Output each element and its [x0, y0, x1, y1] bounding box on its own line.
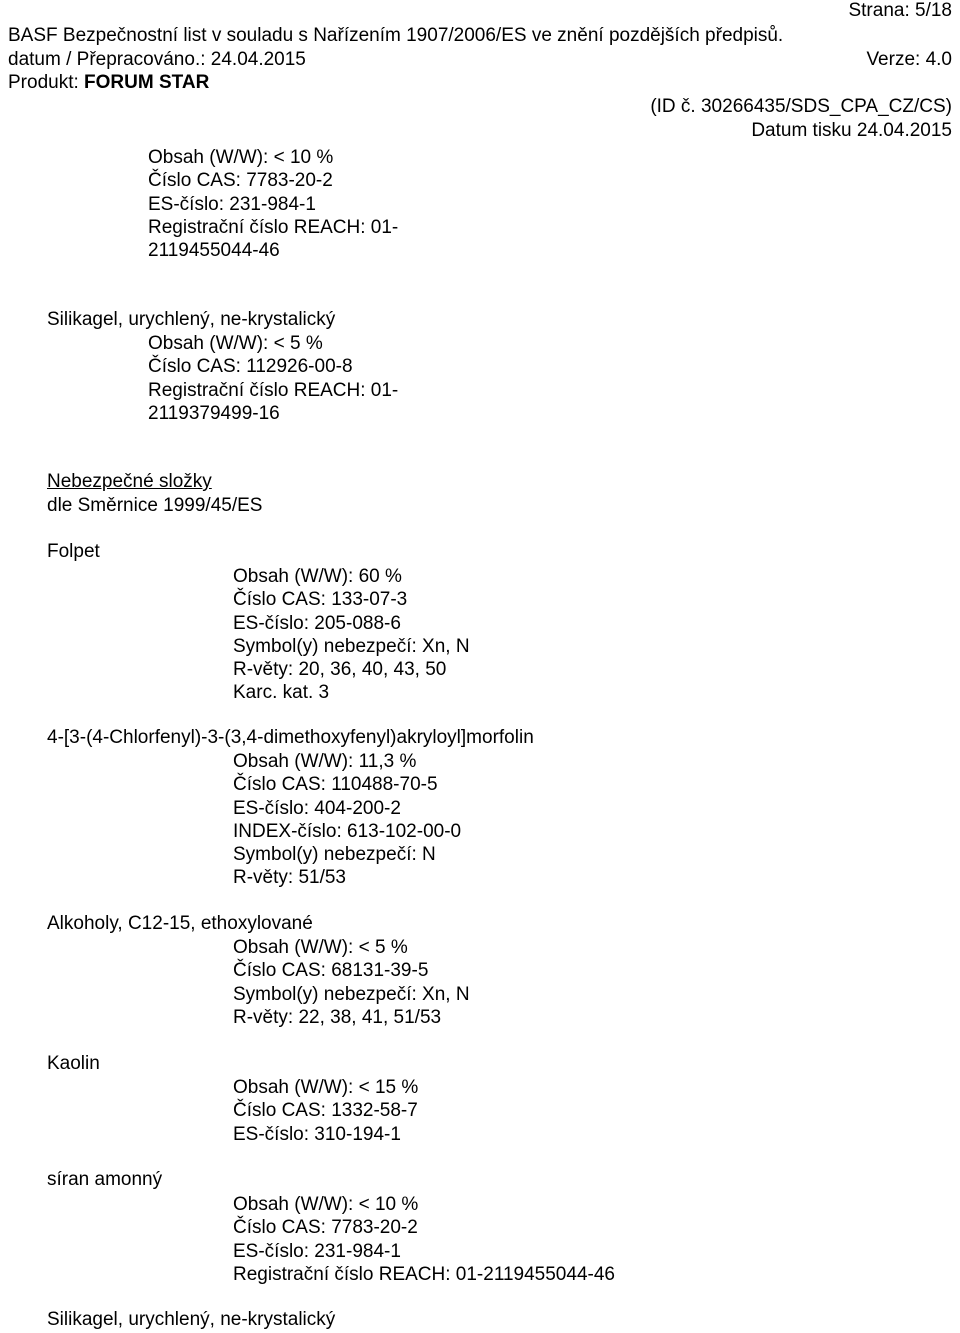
page-number: Strana: 5/18	[848, 0, 952, 21]
cas-line: Číslo CAS: 7783-20-2	[148, 170, 333, 192]
alkoholy-details	[233, 936, 470, 1029]
version: Verze: 4.0	[866, 49, 952, 70]
continued-substance-details	[148, 146, 398, 262]
morfolin-details	[233, 750, 461, 890]
silikagel-details	[148, 332, 398, 425]
content-line: Obsah (W/W): 11,3 %	[233, 751, 417, 772]
reach-line: Registrační číslo REACH: 01-2119455044-46	[233, 1263, 615, 1285]
product-line	[8, 72, 209, 94]
r-phrases-line: R-věty: 20, 36, 40, 43, 50	[233, 659, 447, 681]
substance-name-alkoholy: Alkoholy, C12-15, ethoxylované	[47, 913, 313, 934]
print-date: Datum tisku 24.04.2015	[751, 120, 952, 141]
content-line: Obsah (W/W): < 10 %	[148, 147, 334, 168]
reach-line: Registrační číslo REACH: 01-	[148, 216, 399, 238]
document-title: BASF Bezpečnostní list v souladu s Nařízením 1907/2006/ES ve znění pozdějších předpisů.	[8, 25, 784, 46]
content-line: Obsah (W/W): < 5 %	[148, 333, 323, 354]
substance-name-siran: síran amonný	[47, 1169, 163, 1190]
kaolin-details	[233, 1076, 418, 1146]
cas-line: Číslo CAS: 7783-20-2	[233, 1217, 418, 1239]
hazardous-subheading: dle Směrnice 1999/45/ES	[47, 495, 263, 516]
r-phrases-line: R-věty: 51/53	[233, 867, 346, 889]
reach-line-cont: 2119379499-16	[148, 402, 280, 424]
revision-date: datum / Přepracováno.: 24.04.2015	[8, 49, 306, 70]
cas-line: Číslo CAS: 68131-39-5	[233, 960, 429, 982]
es-line: ES-číslo: 231-984-1	[148, 193, 316, 215]
cas-line: Číslo CAS: 133-07-3	[233, 589, 408, 611]
hazard-symbol-line: Symbol(y) nebezpečí: N	[233, 844, 436, 866]
content-line: Obsah (W/W): 60 %	[233, 566, 402, 587]
product-name: FORUM STAR	[84, 72, 210, 93]
reach-line-cont: 2119455044-46	[148, 240, 280, 262]
content-line: Obsah (W/W): < 15 %	[233, 1077, 419, 1098]
hazardous-heading: Nebezpečné složky	[47, 471, 212, 492]
hazard-symbol-line: Symbol(y) nebezpečí: Xn, N	[233, 635, 470, 657]
cas-line: Číslo CAS: 110488-70-5	[233, 774, 438, 796]
siran-details	[233, 1193, 615, 1286]
es-line: ES-číslo: 231-984-1	[233, 1240, 401, 1262]
reach-line: Registrační číslo REACH: 01-	[148, 379, 399, 401]
substance-name-kaolin: Kaolin	[47, 1053, 100, 1074]
content-line: Obsah (W/W): < 10 %	[233, 1194, 419, 1215]
carc-category-line: Karc. kat. 3	[233, 682, 330, 704]
substance-name-folpet: Folpet	[47, 541, 100, 562]
content-line: Obsah (W/W): < 5 %	[233, 937, 408, 958]
es-line: ES-číslo: 310-194-1	[233, 1123, 401, 1145]
substance-name-morfolin: 4-[3-(4-Chlorfenyl)-3-(3,4-dimethoxyfenyl)akryloyl]morfolin	[47, 727, 534, 748]
product-label: Produkt:	[8, 72, 85, 93]
folpet-details	[233, 565, 470, 705]
es-line: ES-číslo: 404-200-2	[233, 797, 401, 819]
cas-line: Číslo CAS: 1332-58-7	[233, 1100, 418, 1122]
cas-line: Číslo CAS: 112926-00-8	[148, 356, 353, 378]
hazard-symbol-line: Symbol(y) nebezpečí: Xn, N	[233, 983, 470, 1005]
index-line: INDEX-číslo: 613-102-00-0	[233, 820, 462, 842]
substance-name-silikagel: Silikagel, urychlený, ne-krystalický	[47, 309, 336, 330]
document-id: (ID č. 30266435/SDS_CPA_CZ/CS)	[650, 96, 952, 117]
es-line: ES-číslo: 205-088-6	[233, 612, 401, 634]
substance-name-silikagel-2: Silikagel, urychlený, ne-krystalický	[47, 1309, 336, 1330]
r-phrases-line: R-věty: 22, 38, 41, 51/53	[233, 1006, 442, 1028]
